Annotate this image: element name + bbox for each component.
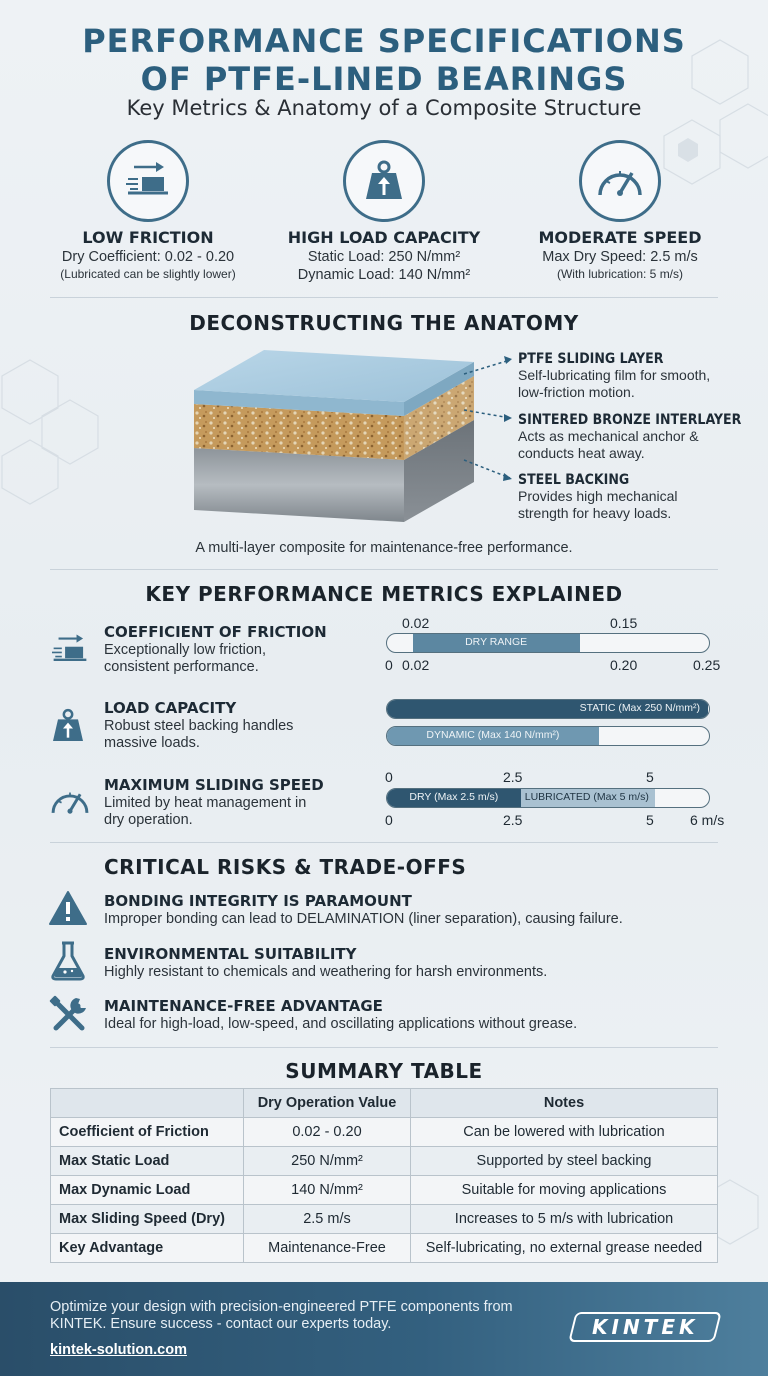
speed-bottom-tick: 6 m/s bbox=[690, 812, 725, 828]
speed-bottom-tick: 0 bbox=[385, 812, 393, 828]
risk-desc-environmental: Highly resistant to chemicals and weathering for harsh environments. bbox=[104, 964, 548, 980]
friction-bottom-tick: 0 bbox=[385, 657, 393, 673]
speedometer-icon bbox=[48, 782, 92, 820]
metric-desc-line-2: consistent performance. bbox=[104, 659, 259, 675]
callout-desc-1: Self-lubricating film for smooth, bbox=[518, 367, 711, 383]
table-cell: Key Advantage bbox=[51, 1234, 244, 1263]
table-cell: 250 N/mm² bbox=[244, 1147, 411, 1176]
metric-desc-line-1: Exceptionally low friction, bbox=[104, 642, 266, 658]
static-load-label: STATIC (Max 250 N/mm²) bbox=[579, 702, 700, 714]
friction-range-bar bbox=[386, 633, 710, 653]
speed-top-tick: 2.5 bbox=[503, 769, 523, 785]
feature-name: LOW FRICTION bbox=[82, 228, 214, 247]
metric-desc-line-2: dry operation. bbox=[104, 812, 193, 828]
table-cell: Can be lowered with lubrication bbox=[411, 1118, 718, 1147]
table-row bbox=[51, 1118, 718, 1147]
table-header-cell: Dry Operation Value bbox=[244, 1089, 411, 1118]
slider-friction-icon bbox=[122, 159, 174, 203]
dry-speed-label: DRY (Max 2.5 m/s) bbox=[409, 791, 499, 803]
table-header-row bbox=[51, 1089, 718, 1118]
page-subtitle: Key Metrics & Anatomy of a Composite Structure bbox=[126, 96, 642, 120]
feature-low-friction bbox=[28, 140, 268, 281]
page-title bbox=[0, 22, 768, 98]
table-cell: Maintenance-Free bbox=[244, 1234, 411, 1263]
section-divider bbox=[50, 297, 718, 298]
static-load-bar bbox=[386, 699, 710, 719]
footer-banner bbox=[0, 1282, 768, 1376]
callout-bronze-layer bbox=[518, 412, 758, 462]
metric-title-speed: MAXIMUM SLIDING SPEED bbox=[104, 776, 324, 794]
risk-title-bonding: BONDING INTEGRITY IS PARAMOUNT bbox=[104, 892, 412, 910]
feature-icon-circle bbox=[107, 140, 189, 222]
friction-bottom-tick: 0.20 bbox=[610, 657, 638, 673]
dry-speed-fill bbox=[387, 789, 521, 807]
section-divider bbox=[50, 569, 718, 570]
slider-friction-icon bbox=[48, 632, 92, 668]
speed-top-tick: 5 bbox=[646, 769, 654, 785]
feature-line-1: Max Dry Speed: 2.5 m/s bbox=[542, 249, 698, 265]
callout-desc-2: strength for heavy loads. bbox=[518, 505, 672, 521]
metric-desc-line-2: massive loads. bbox=[104, 735, 200, 751]
table-row bbox=[51, 1205, 718, 1234]
friction-top-tick: 0.02 bbox=[402, 615, 430, 631]
dynamic-load-bar bbox=[386, 726, 710, 746]
steel-layer-front bbox=[194, 448, 404, 522]
speed-top-tick: 0 bbox=[385, 769, 393, 785]
speed-bottom-tick: 2.5 bbox=[503, 812, 523, 828]
table-cell: 0.02 - 0.20 bbox=[244, 1118, 411, 1147]
risks-heading: CRITICAL RISKS & TRADE-OFFS bbox=[104, 855, 467, 879]
kintek-logo bbox=[568, 1312, 721, 1342]
anatomy-caption: A multi-layer composite for maintenance-free performance. bbox=[195, 540, 573, 556]
table-cell: Coefficient of Friction bbox=[51, 1118, 244, 1147]
table-cell: Self-lubricating, no external grease needed bbox=[411, 1234, 718, 1263]
flask-icon bbox=[48, 940, 88, 982]
table-cell: Max Dynamic Load bbox=[51, 1176, 244, 1205]
feature-moderate-speed bbox=[500, 140, 740, 281]
speed-bottom-tick: 5 bbox=[646, 812, 654, 828]
metric-desc-friction bbox=[104, 642, 334, 676]
summary-heading: SUMMARY TABLE bbox=[285, 1059, 483, 1083]
footer-text bbox=[50, 1299, 530, 1333]
section-divider bbox=[50, 1047, 718, 1048]
metric-desc-line-1: Robust steel backing handles bbox=[104, 718, 294, 734]
callout-desc-1: Provides high mechanical bbox=[518, 488, 678, 504]
table-row bbox=[51, 1234, 718, 1263]
dynamic-load-fill bbox=[387, 727, 599, 745]
risk-desc-maintenance: Ideal for high-load, low-speed, and oscillating applications without grease. bbox=[104, 1016, 578, 1032]
feature-line-2: (Lubricated can be slightly lower) bbox=[60, 267, 236, 281]
bearing-layer-diagram bbox=[180, 340, 520, 530]
callout-steel-layer bbox=[518, 472, 758, 522]
table-cell: 140 N/mm² bbox=[244, 1176, 411, 1205]
friction-bottom-tick: 0.25 bbox=[693, 657, 721, 673]
warning-icon bbox=[48, 890, 88, 926]
feature-icon-circle bbox=[343, 140, 425, 222]
metric-title-friction: COEFFICIENT OF FRICTION bbox=[104, 623, 327, 641]
feature-name: MODERATE SPEED bbox=[538, 228, 702, 247]
risk-title-environmental: ENVIRONMENTAL SUITABILITY bbox=[104, 945, 357, 963]
callout-ptfe-layer bbox=[518, 351, 758, 401]
anatomy-heading: DECONSTRUCTING THE ANATOMY bbox=[189, 311, 579, 335]
table-cell: 2.5 m/s bbox=[244, 1205, 411, 1234]
metric-title-load: LOAD CAPACITY bbox=[104, 699, 237, 717]
weight-up-arrow-icon bbox=[48, 706, 88, 746]
title-line-1: PERFORMANCE SPECIFICATIONS bbox=[82, 22, 686, 60]
table-cell: Suitable for moving applications bbox=[411, 1176, 718, 1205]
table-cell: Increases to 5 m/s with lubrication bbox=[411, 1205, 718, 1234]
feature-line-1: Dry Coefficient: 0.02 - 0.20 bbox=[61, 249, 235, 265]
feature-name: HIGH LOAD CAPACITY bbox=[287, 228, 481, 247]
table-row bbox=[51, 1176, 718, 1205]
static-load-fill bbox=[387, 700, 708, 718]
feature-icon-circle bbox=[579, 140, 661, 222]
table-cell: Max Static Load bbox=[51, 1147, 244, 1176]
callout-title: SINTERED BRONZE INTERLAYER bbox=[518, 412, 742, 428]
friction-dry-range-fill bbox=[413, 634, 580, 652]
metric-desc-speed bbox=[104, 795, 334, 829]
title-line-2: OF PTFE-LINED BEARINGS bbox=[140, 60, 628, 98]
metric-desc-load bbox=[104, 718, 334, 752]
callout-desc-2: conducts heat away. bbox=[518, 445, 645, 461]
footer-text-line-1: Optimize your design with precision-engineered PTFE components from bbox=[50, 1299, 513, 1315]
speed-bar bbox=[386, 788, 710, 808]
friction-bar-label: DRY RANGE bbox=[465, 636, 528, 648]
feature-line-2: (With lubrication: 5 m/s) bbox=[556, 267, 684, 281]
risk-title-maintenance: MAINTENANCE-FREE ADVANTAGE bbox=[104, 997, 383, 1015]
callout-desc-1: Acts as mechanical anchor & bbox=[518, 428, 699, 444]
table-header-cell: Notes bbox=[411, 1089, 718, 1118]
speedometer-icon bbox=[594, 159, 646, 203]
logo-text: KINTEK bbox=[591, 1315, 699, 1339]
lubricated-speed-label: LUBRICATED (Max 5 m/s) bbox=[524, 791, 649, 803]
footer-text-line-2: KINTEK. Ensure success - contact our experts today. bbox=[50, 1316, 392, 1332]
table-row bbox=[51, 1147, 718, 1176]
callout-title: STEEL BACKING bbox=[518, 472, 630, 488]
callout-desc-2: low-friction motion. bbox=[518, 384, 635, 400]
friction-bottom-tick: 0.02 bbox=[402, 657, 430, 673]
weight-up-arrow-icon bbox=[360, 157, 408, 205]
website-link[interactable]: kintek-solution.com bbox=[50, 1342, 187, 1358]
table-cell: Supported by steel backing bbox=[411, 1147, 718, 1176]
feature-line-2: Dynamic Load: 140 N/mm² bbox=[297, 267, 471, 283]
metric-desc-line-1: Limited by heat management in bbox=[104, 795, 307, 811]
section-divider bbox=[50, 842, 718, 843]
table-header-cell bbox=[51, 1089, 244, 1118]
tools-icon bbox=[48, 994, 90, 1036]
summary-table bbox=[50, 1088, 718, 1263]
feature-line-1: Static Load: 250 N/mm² bbox=[307, 249, 461, 265]
table-cell: Max Sliding Speed (Dry) bbox=[51, 1205, 244, 1234]
feature-high-load bbox=[264, 140, 504, 283]
friction-top-tick: 0.15 bbox=[610, 615, 638, 631]
metrics-heading: KEY PERFORMANCE METRICS EXPLAINED bbox=[145, 582, 623, 606]
callout-title: PTFE SLIDING LAYER bbox=[518, 351, 664, 367]
risk-desc-bonding: Improper bonding can lead to DELAMINATION (liner separation), causing failure. bbox=[104, 911, 623, 927]
dynamic-load-label: DYNAMIC (Max 140 N/mm²) bbox=[426, 729, 560, 741]
